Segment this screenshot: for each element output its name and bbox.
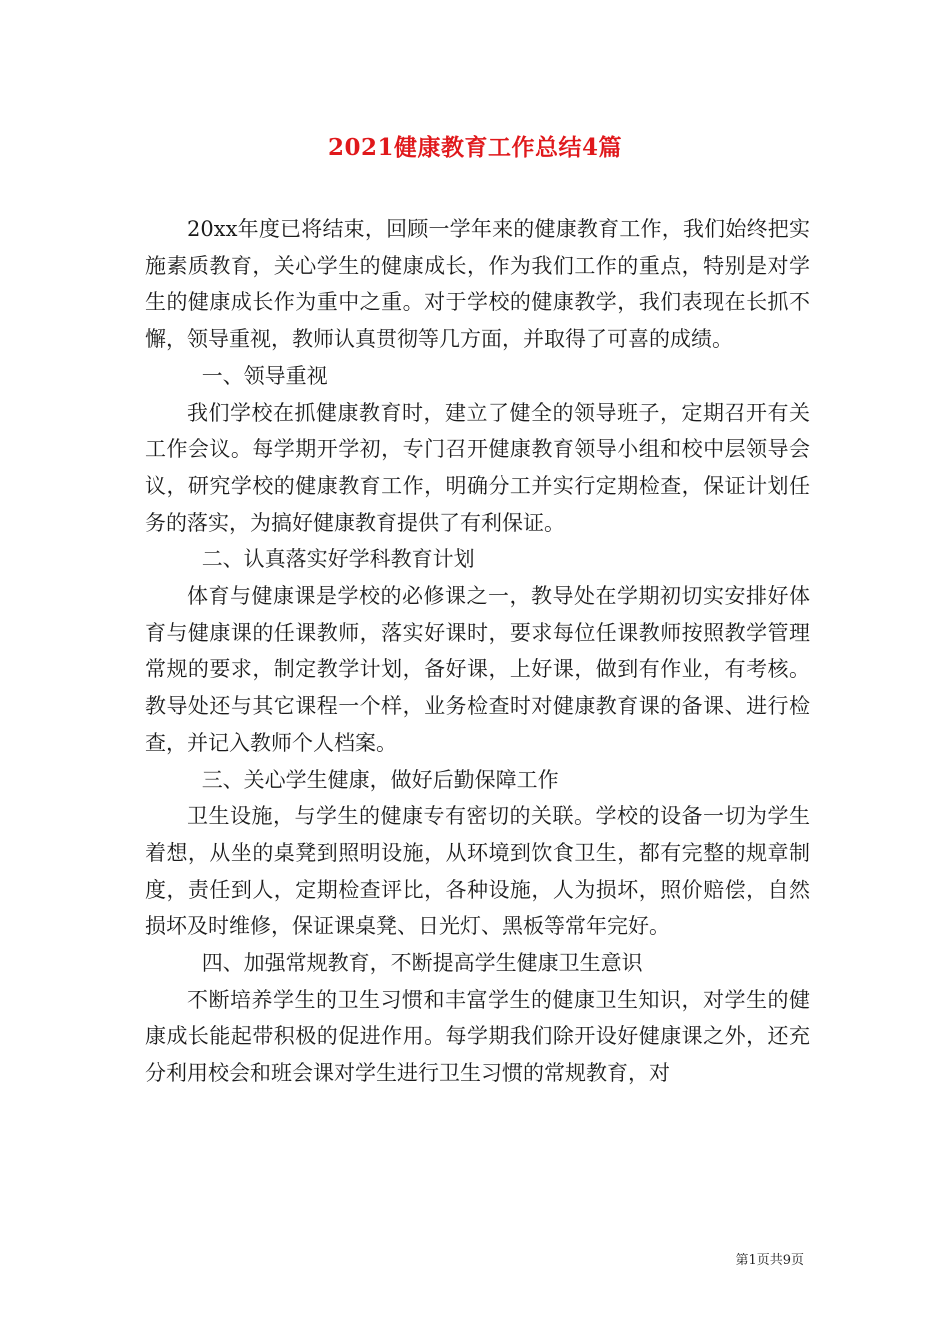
page-number: 第1页共9页 — [735, 1253, 804, 1268]
paragraph-intro: 20xx年度已将结束，回顾一学年来的健康教育工作，我们始终把实施素质教育，关心学生的健康成长，作为我们工作的重点，特别是对学生的健康成长作为重中之重。对于学校的健康教学，我们表现在长抓不懈，领导重视，教师认真贯彻等几方面，并取得了可喜的成绩。 — [145, 217, 810, 352]
section-heading-3: 三、关心学生健康，做好后勤保障工作 — [201, 767, 559, 792]
section-heading-1: 一、领导重视 — [201, 363, 328, 388]
paragraph-section-3: 卫生设施，与学生的健康专有密切的关联。学校的设备一切为学生着想，从坐的桌凳到照明设施，从环境到饮食卫生，都有完整的规章制度，责任到人，定期检查评比，各种设施，人为损坏，照价赔偿，自然损坏及时维修，保证课桌凳、日光灯、黑板等常年完好。 — [145, 804, 810, 939]
paragraph-section-1: 我们学校在抓健康教育时，建立了健全的领导班子，定期召开有关工作会议。每学期开学初，专门召开健康教育领导小组和校中层领导会议，研究学校的健康教育工作，明确分工并实行定期检查，保证计划任务的落实，为搞好健康教育提供了有利保证。 — [145, 400, 810, 535]
document-title: 2021健康教育工作总结4篇 — [327, 134, 623, 161]
paragraph-section-4: 不断培养学生的卫生习惯和丰富学生的健康卫生知识，对学生的健康成长能起带积极的促进作用。每学期我们除开设好健康课之外，还充分利用校会和班会课对学生进行卫生习惯的常规教育，对 — [145, 987, 810, 1086]
document-body — [145, 211, 810, 1092]
paragraph-section-2: 体育与健康课是学校的必修课之一，教导处在学期初切实安排好体育与健康课的任课教师，落实好课时，要求每位任课教师按照教学管理常规的要求，制定教学计划，备好课，上好课，做到有作业，有考核。教导处还与其它课程一个样，业务检查时对健康教育课的备课、进行检查，并记入教师个人档案。 — [145, 584, 810, 755]
section-heading-4: 四、加强常规教育，不断提高学生健康卫生意识 — [201, 951, 643, 976]
section-heading-2: 二、认真落实好学科教育计划 — [201, 547, 475, 572]
